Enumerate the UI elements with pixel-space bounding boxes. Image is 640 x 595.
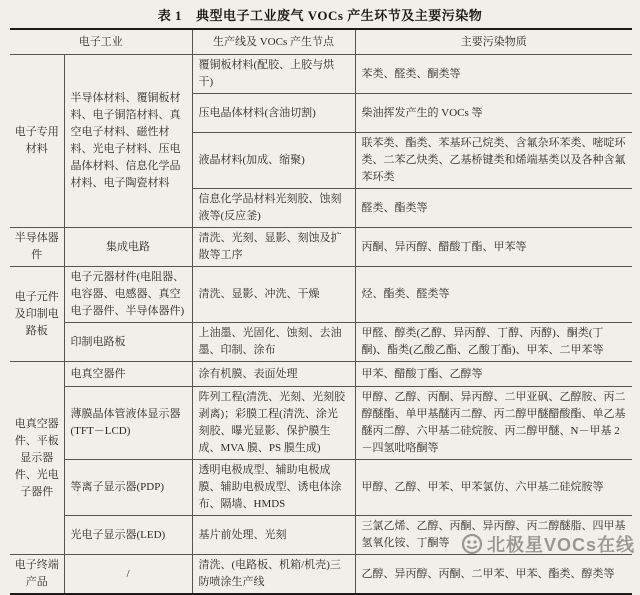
pollutant-cell: 柴油挥发产生的 VOCs 等 [355,94,632,133]
node-cell: 基片前处理、光刻 [192,516,355,555]
table-row [10,228,632,267]
table-caption-text: 典型电子工业废气 VOCs 产生环节及主要污染物 [196,8,483,23]
industry-cell: 电子专用材料 [10,55,64,228]
node-cell: 涂有机膜、表面处理 [192,362,355,387]
pollutant-cell: 醛类、酯类等 [355,189,632,228]
pollutant-cell: 甲苯、醋酸丁酯、乙醇等 [355,362,632,387]
line-cell: 等离子显示器(PDP) [64,460,192,516]
node-cell: 液晶材料(加成、缩聚) [192,133,355,189]
line-cell: 印制电路板 [64,323,192,362]
table-caption-label: 表 1 [157,8,183,23]
pollutant-cell: 丙酮、异丙醇、醋酸丁酯、甲苯等 [355,228,632,267]
pollutant-cell: 烃、酯类、醛类等 [355,267,632,323]
line-cell: 薄膜晶体管液体显示器(TFT－LCD) [64,387,192,460]
industry-cell: 半导体器件 [10,228,64,267]
node-cell: 清洗、光刻、显影、刻蚀及扩散等工序 [192,228,355,267]
table-row [10,267,632,323]
table-caption [0,0,640,24]
industry-cell: 电子元件及印制电路板 [10,267,64,362]
header-node: 生产线及 VOCs 产生节点 [192,29,355,55]
line-cell: 电子元器材件(电阻器、电容器、电感器、真空电子器件、半导体器件) [64,267,192,323]
line-cell: 电真空器件 [64,362,192,387]
node-cell: 上油墨、光固化、蚀刻、去油墨、印制、涂布 [192,323,355,362]
pollutant-cell: 甲醇、乙醇、丙酮、异丙醇、二甲亚砜、乙醇胺、丙二醇醚酯、单甲基醚丙二醇、丙二醇甲醚醋酸酯、单乙基醚丙二醇、六甲基二硅烷胺、丙二醇甲醚、N－甲基 2－四氢吡咯酮等 [355,387,632,460]
node-cell: 压电晶体材料(含油切割) [192,94,355,133]
header-pollutant: 主要污染物质 [355,29,632,55]
pollutant-cell: 三氯乙烯、乙醇、丙酮、异丙醇、丙二醇醚脂、四甲基氢氧化铵、丁酮等 [355,516,632,555]
line-cell: / [64,555,192,595]
header-industry: 电子工业 [10,29,192,55]
node-cell: 阵列工程(清洗、光刻、光刻胶剥离)；彩膜工程(清洗、涂光刻胶、曝光显影、保护膜生成、MVA 膜、PS 膜生成) [192,387,355,460]
table-row [10,555,632,595]
node-cell: 清洗、显影、冲洗、干燥 [192,267,355,323]
node-cell: 透明电极成型、辅助电极成膜、辅助电极成型、诱电体涂布、隔墙、HMDS [192,460,355,516]
header-row [10,29,632,55]
pollutant-cell: 苯类、醛类、酮类等 [355,55,632,94]
node-cell: 清洗、(电路板、机箱/机壳)三防喷涂生产线 [192,555,355,595]
line-cell: 集成电路 [64,228,192,267]
pollutant-cell: 乙醇、异丙醇、丙酮、二甲苯、甲苯、酯类、醇类等 [355,555,632,595]
pollutant-cell: 联苯类、酯类、苯基环己烷类、含氟杂环苯类、嘧啶环类、二苯乙炔类、乙基桥键类和烯端基类以及各种含氟苯环类 [355,133,632,189]
pollutant-cell: 甲醇、乙醇、甲苯、甲苯氯仿、六甲基二硅烷胺等 [355,460,632,516]
watermark-text: 北极星VOCs在线 [486,535,635,555]
line-cell: 半导体材料、覆铜板材料、电子铜箔材料、真空电子材料、磁性材料、光电子材料、压电晶体材料、信息化学品材料、电子陶瓷材料 [64,55,192,228]
node-cell: 信息化学品材料光刻胶、蚀刻液等(反应釜) [192,189,355,228]
table-row [10,323,632,362]
table-row [10,387,632,460]
node-cell: 覆铜板材料(配胶、上胶与烘干) [192,55,355,94]
table-row [10,55,632,94]
table-row [10,362,632,387]
table-row [10,460,632,516]
industry-cell: 电子终端产品 [10,555,64,595]
vocs-table [10,28,632,595]
line-cell: 光电子显示器(LED) [64,516,192,555]
pollutant-cell: 甲醛、醇类(乙醇、异丙醇、丁醇、丙醇)、酮类(丁酮)、酯类(乙酸乙酯、乙酸丁酯)、甲苯、二甲苯等 [355,323,632,362]
industry-cell: 电真空器件、平板显示器件、光电子器件 [10,362,64,555]
table-row [10,516,632,555]
